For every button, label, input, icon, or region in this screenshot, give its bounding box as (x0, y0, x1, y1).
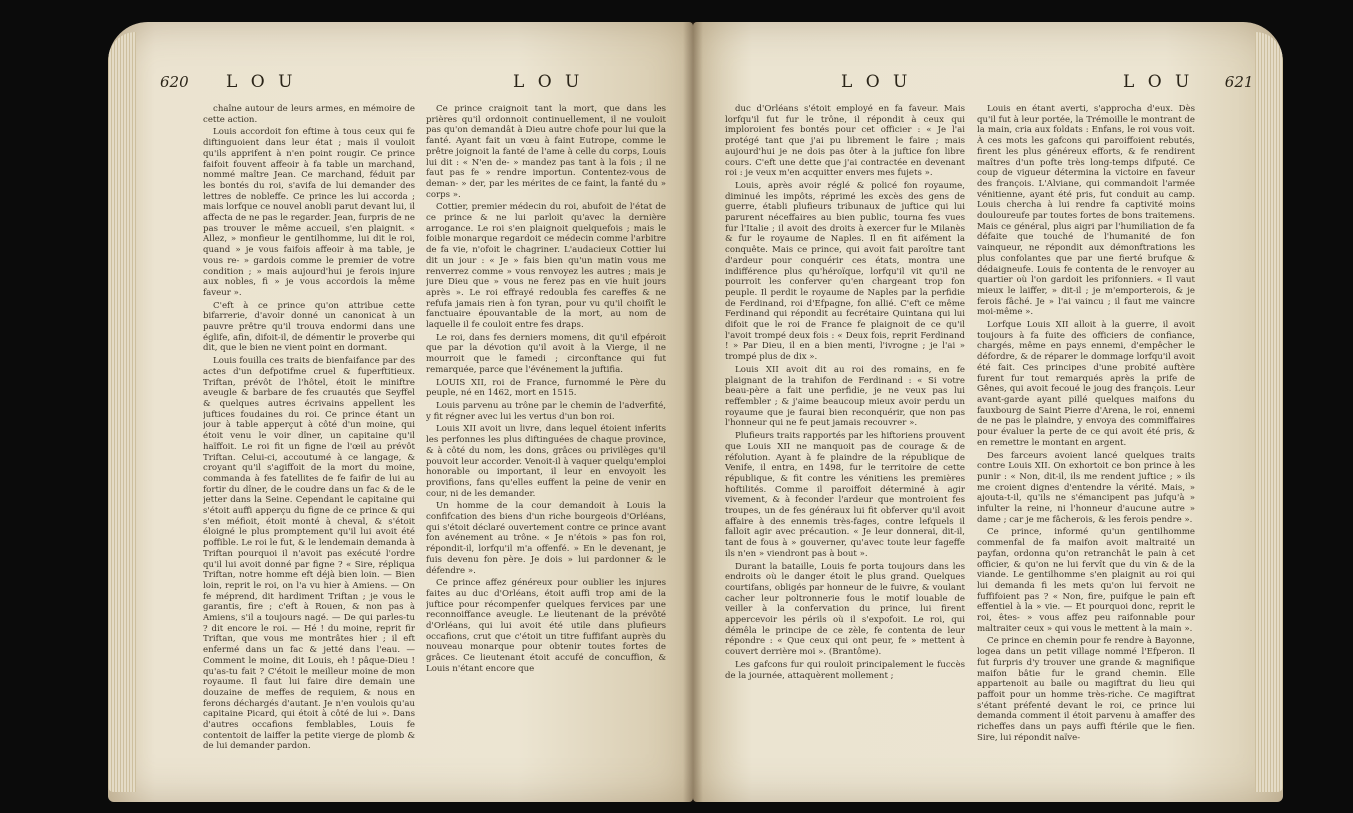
open-book (108, 22, 1283, 802)
paragraph: Lorfque Louis XII alloit à la guerre, il avoit toujours à fa fuite des officiers de confiance, chargés, même en pays ennemi, d'empêcher le défordre, & de réparer le dommage lorfqu'il avoit été fait. Ces principes d'une probité auftère furent fur tout remarqués après la prife de Gênes, qui avoit fecoué le joug des françois. Leur avant-garde ayant pillé quelques maifons du fauxbourg de Saint Pierre d'Arena, le roi, ennemi de ne pas le plaindre, y envoya des commiffaires pour évaluer la perte de ce qui avoit été pris, & en remettre le montant en argent. (977, 320, 1195, 448)
paragraph: Ce prince affez généreux pour oublier les injures faites au duc d'Orléans, étoit auffi trop ami de la juftice pour récompenfer quelques fervices par une reconnoiffance aveugle. Le lieutenant de la prévôté d'Orléans, qui lui avoit été utile dans plufieurs occafions, crut que c'étoit un titre fuffifant auprès du nouveau monarque pour obtenir toutes fortes de grâces. Ce lieutenant étoit accufé de concuffion, & Louis n'étant encore que (426, 578, 666, 674)
left-page-column-2 (426, 104, 666, 784)
left-page-column-1 (203, 104, 415, 784)
paragraph: Louis XII avoit un livre, dans lequel étoient inferits les perfonnes les plus diftinguées de chaque province, & à côté du nom, les dons, grâces ou privilèges qu'il pouvoit leur accorder. Venoit-il à vaquer quelqu'emploi honorable ou important, il leur en envoyoit les provifions, fans qu'elles euffent la peine de venir en cour, ni de les demander. (426, 424, 666, 499)
right-page (693, 22, 1283, 802)
paragraph: C'eft à ce prince qu'on attribue cette bifarrerie, d'avoir donné un canonicat à un pauvre prêtre qu'il trouva endormi dans une églife, afin, difoit-il, de démentir le proverbe qui dit, que le bien ne vient point en dormant. (203, 300, 415, 354)
paragraph: LOUIS XII, roi de France, furnommé le Père du peuple, né en 1462, mort en 1515. (426, 377, 666, 399)
paragraph: Louis accordoit fon eftime à tous ceux qui fe diftinguoient dans leur état ; mais il vouloit qu'ils apprifent à n'en point rougir. Ce prince faifoit fouvent affeoir à fa table un marchand, nommé maître Jean. Ce marchand, féduit par les bontés du roi, s'avifa de lui demander des lettres de nobleffe. Ce prince les lui accorda ; mais lorfque ce nouvel anobli parut devant lui, il affecta de ne pas le regarder. Jean, furpris de ne pas trouver le même accueil, s'en plaignit. « Allez, » monfieur le gentilhomme, lui dit le roi, quand » je vous faifois affeoir à ma table, je vous re- » gardois comme le premier de votre condition ; » mais aujourd'hui je ferois injure aux nobles, fi » je vous accordois la même faveur ». (203, 127, 415, 298)
right-page-column-1 (725, 104, 965, 784)
paragraph: Louis fouilla ces traits de bienfaifance par des actes d'un defpotifme cruel & fuperftitieux. Triftan, prévôt de l'hôtel, étoit le miniftre aveugle & barbare de fes cruautés que Seyffel & quelques autres écrivains appellent les juftices foudaines du roi. Ce prince étant un jour à table apperçut à côté d'un moine, qui étoit venu le voir dîner, un capitaine qu'il haïffoit. Le roi fit un figne de l'œil au prévôt Triftan. Celui-ci, accoutumé à ce langage, & croyant qu'il s'agiffoit de la mort du moine, commanda à fes fatellites de fe faifir de lui au fortir du dîner, de le coudre dans un fac & de le jetter dans la Seine. Cependant le capitaine qui s'étoit auffi apperçu du figne de ce prince & qui s'en méfioit, étoit monté à cheval, & s'étoit éloigné le plus promptement qu'il lui avoit été poffible. Le roi le fut, & le lendemain demanda à Triftan pourquoi il n'avoit pas exécuté l'ordre qu'il lui avoit donné par figne ? « Sire, répliqua Triftan, notre homme eft déjà bien loin. — Bien loin, reprit le roi, on l'a vu hier à Amiens. — On fe méprend, dit hardiment Triftan ; je vous le garantis, fire ; c'eft à Rouen, & non pas à Amiens, s'il a toujours nagé. — De qui parles-tu ? dit encore le roi. — Hé ! du moine, reprit fir Triftan, que vous me montrâtes hier ; il eft enfermé dans un fac & jetté dans l'eau. — Comment le moine, dit Louis, eh ! pâque-Dieu ! qu'as-tu fait ? C'étoit le meilleur moine de mon royaume. Il faut lui faire dire demain une douzaine de meffes de requiem, & nous en ferons déchargés d'autant. Je n'en voulois qu'au capitaine Picard, qui étoit à côté de lui ». Dans d'autres occafions femblables, Louis fe contentoit de laiffer la petite vierge de plomb & de lui demander pardon. (203, 356, 415, 752)
left-page-number: 620 (160, 73, 189, 91)
paragraph: Durant la bataille, Louis fe porta toujours dans les endroits où le danger étoit le plus grand. Quelques courtifans, obligés par honneur de le fuivre, & voulant cacher leur poltronnerie fous le motif louable de veiller à la confervation du prince, lui firent appercevoir les périls où il s'expofoit. Le roi, qui démêla le principe de ce zèle, fe contenta de leur répondre : « Que ceux qui ont peur, fe » mettent à couvert derrière moi ». (Brantôme). (725, 561, 965, 658)
paragraph: Les gafcons fur qui rouloit principalement le fuccès de la journée, attaquèrent mollement ; (725, 659, 965, 681)
paragraph: Louis XII avoit dit au roi des romains, en fe plaignant de la trahifon de Ferdinand : « Si votre beau-père a fait une perfidie, je ne veux pas lui reffembler ; & j'aime beaucoup mieux avoir perdu un royaume que je faurai bien reconquérir, que non pas l'honneur qui ne fe peut jamais recouvrer ». (725, 364, 965, 429)
paragraph: Plufieurs traits rapportés par les hiftoriens prouvent que Louis XII ne manquoit pas de courage & de réfolution. Ayant à fe plaindre de la république de Venife, il entra, en 1498, fur le territoire de cette république, & fit contre les vénitiens les premières hoftilités. Comme il paroiffoit déterminé à agir vivement, & à feconder l'ardeur que montroient fes troupes, un de fes généraux lui fit obferver qu'il avoit affaire à des ennemis très-fages, contre lefquels il falloit agir avec précaution. « Je leur donnerai, dit-il, tant de fous à » gouverner, qu'avec toute leur fageffe ils n'en » viendront pas à bout ». (725, 431, 965, 559)
paragraph: Le roi, dans fes derniers momens, dit qu'il efpéroit que par la dévotion qu'il avoit à la Vierge, il ne mourroit que le famedi ; circonftance qui fut remarquée, parce que l'événement la juftifia. (426, 332, 666, 375)
paragraph: duc d'Orléans s'étoit employé en fa faveur. Mais lorfqu'il fut fur le trône, il répondit à ceux qui imploroient fes bontés pour cet officier : « Je l'ai protégé tant que j'ai pu librement le faire ; mais aujourd'hui je ne dois pas ôter à la juftice fon libre cours. C'eft une dette que j'ai contractée en devenant roi : je veux m'en acquitter envers mes fujets ». (725, 104, 965, 179)
paragraph: Des farceurs avoient lancé quelques traits contre Louis XII. On exhortoit ce bon prince à les punir : « Non, dit-il, ils me rendent juftice ; » ils me croient dignes d'entendre la vérité. Mais, » ajouta-t-il, qu'ils ne s'émancipent pas jufqu'à » infulter la reine, ni l'honneur d'aucune autre » dame ; car je me fâcherois, & les ferois pendre ». (977, 450, 1195, 525)
paragraph: Louis, après avoir réglé & policé fon royaume, diminué les impôts, réprimé les excès des gens de guerre, établi plufieurs tribunaux de juftice qui lui parurent néceffaires au bien public, tourna fes vues fur l'Italie ; il avoit des droits à exercer fur le Milanès & fur le royaume de Naples. Il en fit aifément la conquête. Mais ce prince, qui avoit fait paroître tant d'ardeur pour conquérir ces états, montra une indifférence plus qu'héroïque, lorfqu'il vit qu'il ne pourroit les conferver qu'en chargeant trop fon peuple. Il perdit le royaume de Naples par la perfidie de Ferdinand, roi d'Efpagne, fon allié. C'eft ce même Ferdinand qui répondit au fecrétaire Quintana qui lui difoit que le roi de France fe plaignoit de ce qu'il l'avoit trompé deux fois : « Deux fois, reprit Ferdinand ! » Par Dieu, il en a bien menti, l'ivrogne ; je l'ai » trompé plus de dix ». (725, 180, 965, 363)
paragraph: Ce prince, informé qu'un gentilhomme commenfal de fa maifon avoit maltraité un payfan, ordonna qu'on retranchât le pain à cet officier, & qu'on ne lui fervît que du vin & de la viande. Le gentilhomme s'en plaignit au roi qui lui demanda fi les mets qu'on lui fervoit ne fuffifoient pas ? « Non, fire, puifque le pain eft effentiel à la » vie. — Et pourquoi donc, reprit le roi, êtes- » vous affez peu raifonnable pour maltraiter ceux » qui vous le mettent à la main ». (977, 527, 1195, 634)
right-running-head-1: L O U (841, 72, 912, 92)
right-page-header-right (1123, 72, 1253, 92)
paragraph: chaîne autour de leurs armes, en mémoire de cette action. (203, 104, 415, 125)
left-page-header-left (160, 72, 296, 92)
left-running-head-2: L O U (513, 72, 584, 92)
paragraph: Un homme de la cour demandoit à Louis la confifcation des biens d'un riche bourgeois d'Orléans, qui s'étoit déclaré ouvertement contre ce prince avant fon avénement au trône. « Je n'étois » pas fon roi, répondit-il, lorfqu'il m'a offenfé. » En le devenant, je fuis devenu fon père. Je dois » lui pardonner & le défendre ». (426, 501, 666, 576)
left-page-edge (108, 32, 136, 792)
paragraph: Ce prince en chemin pour fe rendre à Bayonne, logea dans un petit village nommé l'Efperon. Il fut furpris d'y trouver une grande & magnifique maifon bâtie fur le grand chemin. Elle appartenoit au baile ou magiftrat du lieu qui paffoit pour un homme très-riche. Ce magiftrat s'étant préfenté devant le roi, ce prince lui demanda comment il étoit parvenu à amaffer des richeffes dans un pays auffi ftérile que le fien. Sire, lui répondit naïve- (977, 636, 1195, 743)
right-page-column-2 (977, 104, 1195, 784)
paragraph: Louis en étant averti, s'approcha d'eux. Dès qu'il fut à leur portée, la Trémoille le montrant de la main, cria aux foldats : Enfans, le roi vous voit. À ces mots les gafcons qui paroiffoient rebutés, firent les plus généreux efforts, & fe rendirent maîtres d'un pofte très long-temps difputé. Ce coup de vigueur détermina la victoire en faveur des françois. L'Alviane, qui commandoit l'armée vénitienne, ayant été pris, fut conduit au camp. Louis chercha à lui rendre fa captivité moins douloureufe par toutes fortes de bons traitemens. Mais ce général, plus aigri par l'humiliation de fa défaite que touché de l'humanité de fon vainqueur, ne répondit aux démonftrations les plus confolantes que par une fierté brufque & dédaigneufe. Louis fe contenta de le renvoyer au quartier où l'on gardoit les prifonniers. « Il vaut mieux le laiffer, » dit-il ; je m'emporterois, & je ferois fâché. Je » l'ai vaincu ; il faut me vaincre moi-même ». (977, 104, 1195, 318)
book-gutter (683, 22, 703, 802)
paragraph: Cottier, premier médecin du roi, abufoit de l'état de ce prince & ne lui parloit qu'avec la dernière arrogance. Le roi s'en plaignoit quelquefois ; mais le foible monarque regardoit ce médecin comme l'arbitre de fa vie, n'ofoit le chagriner. L'audacieux Cottier lui dit un jour : « Je » fais bien qu'un matin vous me renverrez comme » vous renvoyez les autres ; mais je jure Dieu que » vous ne ferez pas en vie huit jours après ». Le roi effrayé redoubla fes careffes & ne refufa jamais rien à fon tyran, pour vu qu'il choifît le fanctuaire épouvantable de la mort, au nom de laquelle il fe couloit entre fes draps. (426, 202, 666, 331)
paragraph: Ce prince craignoit tant la mort, que dans les prières qu'il ordonnoit continuellement, il ne vouloit pas qu'on demandât à Dieu autre chofe pour lui que la fanté. Ayant fait un vœu à faint Eutrope, comme le prêtre joignoit la fanté de l'ame à celle du corps, Louis lui dit : « N'en de- » mandez pas tant à la fois ; il ne faut pas fe » rendre importun. Contentez-vous de deman- » der, par les mérites de ce faint, la fanté du » corps ». (426, 104, 666, 200)
right-running-head-2: L O U (1123, 72, 1194, 92)
left-page (108, 22, 693, 802)
right-page-number: 621 (1224, 73, 1254, 91)
left-running-head-1: L O U (226, 72, 297, 92)
paragraph: Louis parvenu au trône par le chemin de l'adverfité, y fit régner avec lui les vertus d'un bon roi. (426, 400, 666, 422)
right-page-edge (1255, 32, 1283, 792)
